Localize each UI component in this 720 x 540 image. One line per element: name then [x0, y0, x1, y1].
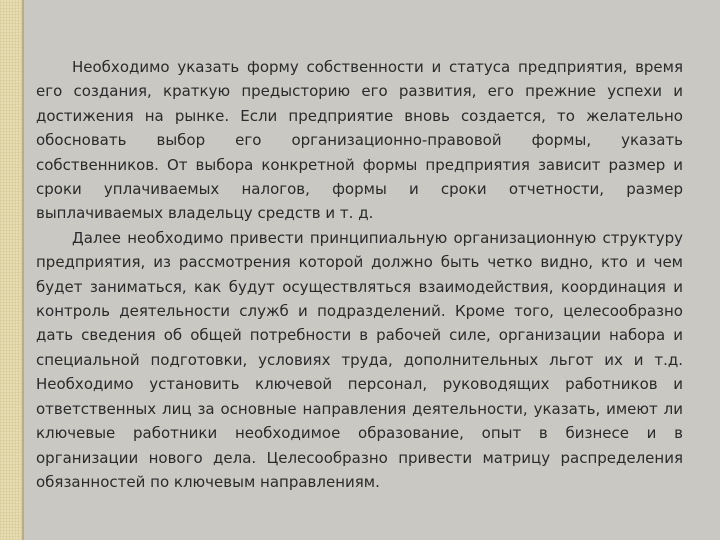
paragraph-structure: Далее необходимо привести принципиальную организационную структуру предприятия, из рассмотрения которой должно быть четко видно, кто и чем будет заниматься, как будут осуществляться взаимодействия, координация и контроль деятельности служб и подразделений. Кроме того, целесообразно дать сведения об общей потребности в рабочей силе, организации набора и специальной подготовки, условиях труда, дополнительных льгот их и т.д. Необходимо установить ключевой персонал, руководящих работников и ответственных лиц за основные направления деятельности, указать, имеют ли ключевые работники необходимое образование, опыт в бизнесе и в организации нового дела. Целесообразно привести матрицу распределения обязанностей по ключевым направлениям. — [36, 228, 683, 491]
paragraph-ownership: Необходимо указать форму собственности и статуса предприятия, время его создания, краткую предысторию его развития, его прежние успехи и достижения на рынке. Если предприятие вновь создается, то желательно обосновать выбор его организационно-правовой формы, указать собственников. От выбора конкретной формы предприятия зависит размер и сроки уплачиваемых налогов, формы и сроки отчетности, размер выплачиваемых владельцу средств и т. д. — [36, 58, 683, 223]
decorative-side-line — [22, 0, 24, 540]
decorative-side-strip — [0, 0, 22, 540]
slide-text-body — [36, 55, 683, 494]
